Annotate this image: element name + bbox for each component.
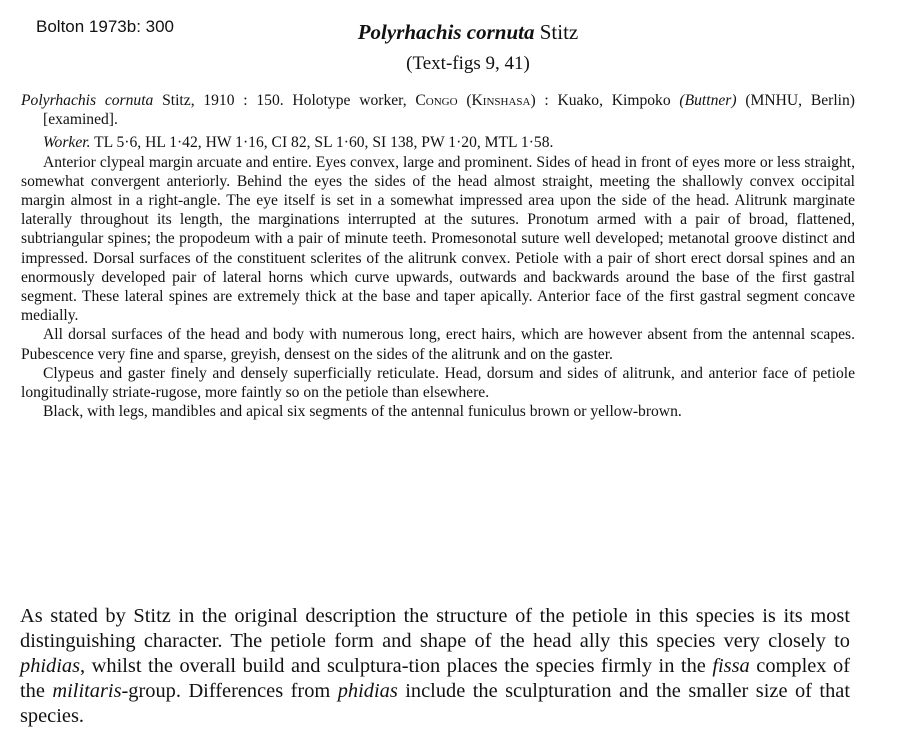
worker-description: Anterior clypeal margin arcuate and entire. Eyes convex, large and prominent. Sides of head in front of eyes more or less straight, somewhat convergent anteriorly. Behind the eyes the sides of the head almost straight, meeting the shallowly convex occipital margin almost in a right-angle. The eye itself is set in a somewhat impressed area upon the side of the head. Alitrunk marginate laterally throughout its length, the marginations interrupted at the sutures. Pronotum armed with a pair of broad, flattened, subtriangular spines; the propodeum with a pair of minute teeth. Promesonotal suture well developed; metanotal groove distinct and impressed. Dorsal surfaces of the constituent sclerites of the alitrunk convex. Petiole with a pair of short erect dorsal spines and an enormously developed pair of lateral horns which curve upwards, outwards and backwards around the base of the first gastral segment. These lateral spines are extremely thick at the base and taper apically. Anterior face of the first gastral segment concave medially. — [21, 153, 855, 325]
comments-text: include the sculpturation and the smaller size of that species. — [20, 680, 850, 727]
comments-paragraph — [20, 604, 850, 729]
synonymy-text: ) : Kuako, Kimpoko — [530, 92, 680, 109]
figure-reference: (Text-figs 9, 41) — [406, 53, 530, 74]
species-account — [21, 91, 855, 421]
synonymy-country: Congo — [415, 92, 458, 109]
citation-label: Bolton 1973b: 300 — [36, 17, 175, 36]
comments-text: -group. Differences from — [121, 680, 338, 702]
species-author: Stitz — [539, 20, 579, 44]
synonymy-entry — [21, 91, 855, 129]
synonymy-collector: (Buttner) — [679, 92, 737, 109]
pilosity-paragraph: All dorsal surfaces of the head and body with numerous long, erect hairs, which are however absent from the antennal scapes. Pubescence very fine and sparse, greyish, densest on the sides of the alitrunk and on the gaster. — [21, 326, 855, 363]
worker-measurements — [21, 133, 855, 152]
worker-label: Worker. — [43, 134, 91, 152]
sculpture-paragraph: Clypeus and gaster finely and densely superficially reticulate. Head, dorsum and sides of alitrunk, and anterior face of petiole longitudinally striate-rugose, more faintly so on the petiole than elsewhere. — [21, 364, 855, 402]
synonymy-text: ( — [457, 92, 472, 109]
taxon-phidias: phidias — [20, 655, 81, 677]
comments-text: As stated by Stitz in the original description the structure of the petiole in this species is its most distinguishing character. The petiole form and shape of the head ally this species very closely to — [20, 605, 850, 652]
synonymy-region: Kinshasa — [471, 92, 531, 109]
comments-text: complex of the — [20, 655, 850, 702]
taxon-militaris: militaris — [52, 680, 122, 702]
taxon-fissa: fissa — [712, 655, 750, 677]
page-title — [36, 18, 900, 46]
measurement-values: TL 5·6, HL 1·42, HW 1·16, CI 82, SL 1·60, SI 138, PW 1·20, MTL 1·58. — [90, 134, 554, 152]
title-block — [0, 18, 900, 77]
colour-paragraph: Black, with legs, mandibles and apical six segments of the antennal funiculus brown or yellow-brown. — [43, 403, 682, 421]
comments-text: , whilst the overall build and sculptura-tion places the species firmly in the — [80, 655, 713, 677]
species-name: Polyrhachis cornuta — [357, 20, 535, 44]
synonymy-text: Stitz, 1910 : 150. Holotype worker, — [153, 92, 416, 109]
taxon-phidias: phidias — [337, 680, 398, 702]
synonymy-text: (MNHU, Berlin) [examined]. — [43, 92, 855, 129]
synonymy-name: Polyrhachis cornuta — [21, 92, 154, 109]
